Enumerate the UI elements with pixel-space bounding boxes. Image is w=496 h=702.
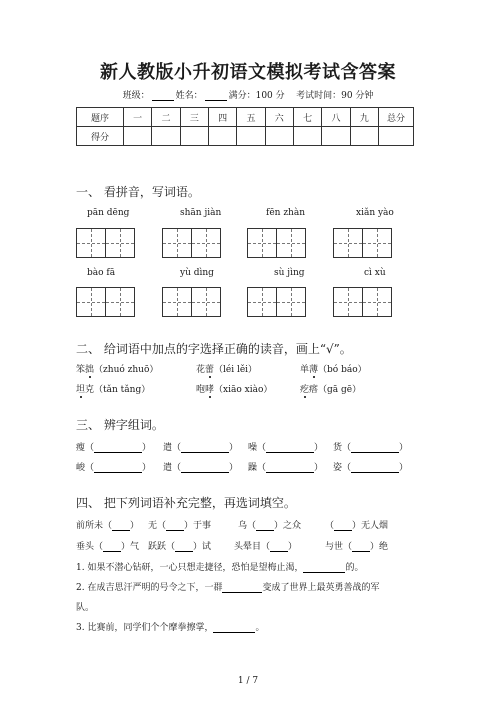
pinyin-label: pān dēng — [87, 208, 130, 218]
score-cell[interactable] — [322, 127, 350, 146]
score-cell[interactable] — [237, 127, 265, 146]
writing-grid[interactable] — [162, 287, 221, 317]
writing-grid[interactable] — [333, 287, 392, 317]
class-label: 班级： — [122, 91, 150, 101]
writing-grid[interactable] — [162, 228, 221, 258]
score-table — [76, 107, 414, 146]
fill-sentence-2[interactable]: 2. 在成吉思汗严明的号令之下，一群 变成了世界上最英勇善战的军 — [76, 583, 380, 593]
score-cell[interactable] — [265, 127, 293, 146]
score-header-cell: 九 — [350, 108, 378, 127]
word-group-item[interactable]: 货（ ） — [333, 443, 409, 453]
writing-grid[interactable] — [76, 287, 135, 317]
writing-grid[interactable] — [247, 228, 306, 258]
section-1-heading: 一、 看拼音，写词语。 — [76, 185, 200, 199]
idiom-item[interactable]: 前所未（ ） — [76, 521, 140, 531]
score-header-cell: 一 — [124, 108, 152, 127]
score-cell[interactable] — [379, 127, 414, 146]
score-cell[interactable] — [152, 127, 180, 146]
word-group-item[interactable]: 姿（ ） — [333, 463, 409, 473]
word-group-item[interactable]: 躁（ ） — [248, 463, 324, 473]
section-4-heading: 四、 把下列词语补充完整，再选词填空。 — [76, 496, 296, 510]
score-header-cell: 四 — [208, 108, 236, 127]
pinyin-label: yù dìng — [180, 268, 214, 278]
reading-item[interactable]: 单薄（bó báo） — [300, 365, 367, 375]
score-header-cell: 七 — [293, 108, 321, 127]
score-cell[interactable] — [180, 127, 208, 146]
pinyin-label: shān jiàn — [180, 208, 222, 218]
score-header-cell: 三 — [180, 108, 208, 127]
idiom-item[interactable]: 无（ ）于事 — [148, 521, 212, 531]
score-header-cell: 总分 — [379, 108, 414, 127]
word-group-item[interactable]: 遣（ ） — [163, 443, 239, 453]
idiom-item[interactable]: 与世（ ）绝 — [325, 542, 389, 552]
exam-time: 考试时间：90 分钟 — [296, 91, 374, 101]
pinyin-label: bào fā — [87, 268, 116, 278]
exam-info-line — [0, 88, 496, 101]
reading-item[interactable]: 坦克（tǎn tǎng） — [76, 385, 151, 395]
score-row-label: 得分 — [77, 127, 124, 146]
score-header-cell: 二 — [152, 108, 180, 127]
idiom-item[interactable]: （ ）无人烟 — [325, 521, 389, 531]
page-title: 新人教版小升初语文模拟考试含答案 — [100, 62, 396, 83]
writing-grid[interactable] — [333, 228, 392, 258]
word-group-item[interactable]: 峻（ ） — [76, 463, 152, 473]
score-cell[interactable] — [124, 127, 152, 146]
idiom-item[interactable]: 乌（ ）之众 — [238, 521, 302, 531]
fill-sentence-1[interactable]: 1. 如果不潜心钻研，一心只想走捷径，恐怕是望梅止渴， 的。 — [76, 563, 364, 573]
reading-item[interactable]: 笨拙（zhuó zhuō） — [76, 365, 159, 375]
class-blank — [152, 91, 174, 101]
word-group-item[interactable]: 噪（ ） — [248, 443, 324, 453]
word-group-item[interactable]: 遣（ ） — [163, 463, 239, 473]
pinyin-label: xiǎn yào — [356, 208, 394, 218]
reading-item[interactable]: 花蕾（léi lěi） — [196, 365, 258, 375]
fill-sentence-2-cont: 队。 — [76, 603, 95, 613]
score-table-header-row — [77, 108, 414, 127]
score-header-cell: 六 — [265, 108, 293, 127]
score-header-cell: 五 — [237, 108, 265, 127]
score-header-cell: 八 — [322, 108, 350, 127]
idiom-item[interactable]: 跃跃（ ）试 — [148, 542, 212, 552]
idiom-item[interactable]: 头晕目（ ） — [234, 542, 298, 552]
writing-grid[interactable] — [247, 287, 306, 317]
fill-sentence-3[interactable]: 3. 比赛前，同学们个个摩拳擦掌， 。 — [76, 623, 265, 633]
reading-item[interactable]: 咆哮（xiāo xiào） — [196, 385, 273, 395]
pinyin-label: fēn zhàn — [266, 208, 306, 218]
page-number: 1 / 7 — [237, 676, 259, 686]
section-3-heading: 三、 辨字组词。 — [76, 418, 164, 432]
section-2-heading: 二、 给词语中加点的字选择正确的读音，画上“√”。 — [76, 342, 352, 356]
reading-item[interactable]: 疙瘩（gā gē） — [300, 385, 362, 395]
pinyin-label: sù jìng — [274, 268, 305, 278]
score-cell[interactable] — [293, 127, 321, 146]
idiom-item[interactable]: 垂头（ ）气 — [76, 542, 140, 552]
score-cell[interactable] — [350, 127, 378, 146]
score-header-cell: 题序 — [77, 108, 124, 127]
pinyin-label: cì xù — [364, 268, 386, 278]
full-score: 满分：100 分 — [228, 91, 285, 101]
name-label: 姓名： — [175, 91, 203, 101]
score-table-score-row — [77, 127, 414, 146]
name-blank — [205, 91, 227, 101]
score-cell[interactable] — [208, 127, 236, 146]
word-group-item[interactable]: 瘦（ ） — [76, 443, 152, 453]
writing-grid[interactable] — [76, 228, 135, 258]
